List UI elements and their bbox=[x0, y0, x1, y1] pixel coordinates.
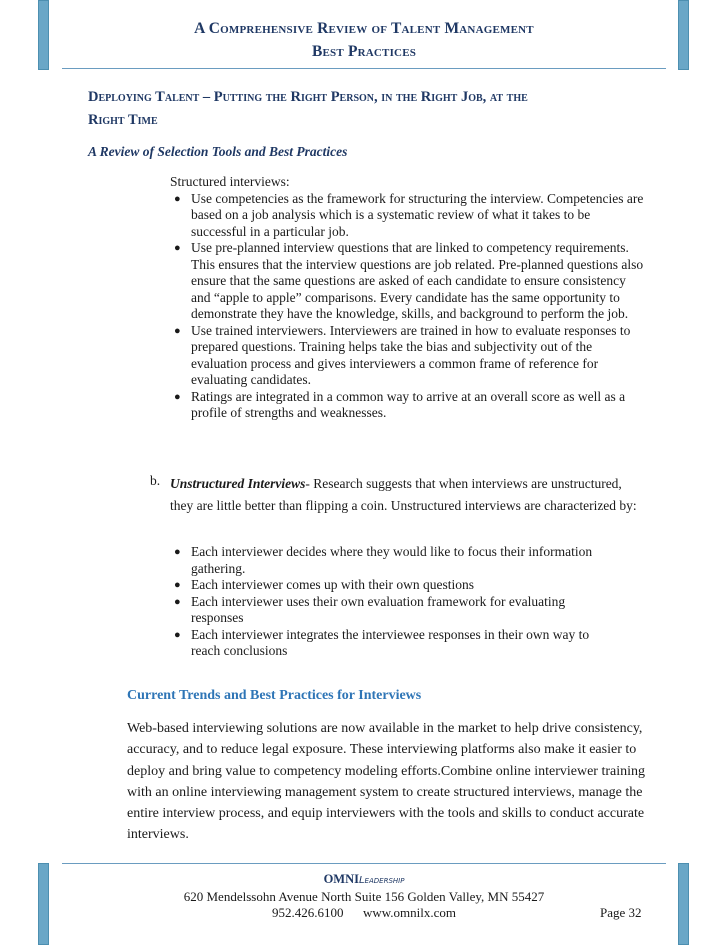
list-item: ● Use competencies as the framework for structuring the interview. Competencies are based on a job analysis which is a systematic review of what it takes to be successful in a particular job. bbox=[174, 190, 644, 239]
section-heading-line-1: Deploying Talent – Putting the Right Person, in the Right Job, at the bbox=[88, 89, 528, 105]
subsection-heading: A Review of Selection Tools and Best Practices bbox=[88, 144, 348, 159]
trends-heading: Current Trends and Best Practices for Interviews bbox=[127, 688, 422, 703]
unstructured-text: - Research suggests that when interviews are unstructured, they are little better than flipping a coin. Unstructured interviews are characterized by: bbox=[170, 476, 637, 513]
list-item: ● Ratings are integrated in a common way to arrive at an overall score as well as a profile of strengths and weaknesses. bbox=[174, 388, 626, 420]
bullet-icon: ● bbox=[174, 595, 181, 608]
bullet-icon: ● bbox=[174, 390, 181, 403]
footer-address: 620 Mendelssohn Avenue North Suite 156 Golden Valley, MN 55427 bbox=[183, 889, 545, 904]
list-item: ● Each interviewer comes up with their own questions bbox=[174, 577, 475, 592]
trends-paragraph: Web-based interviewing solutions are now available in the market to help drive consistency, accuracy, and to reduce legal exposure. These interviewing platforms also make it easier to deploy and bring value to competency modeling efforts.Combine online interviewer training with an online interviewing management system to create structured interviews, manage the entire interview process, and equip interviewers with the tools and skills to conduct accurate interviews. bbox=[127, 721, 645, 843]
unstructured-bullets-block bbox=[170, 544, 620, 660]
unstructured-label: Unstructured Interviews bbox=[170, 476, 306, 491]
unstructured-marker: b. bbox=[150, 473, 161, 488]
bullet-icon: ● bbox=[174, 628, 181, 641]
bullet-icon: ● bbox=[174, 579, 181, 591]
structured-bullet-list bbox=[170, 191, 648, 422]
bullet-icon: ● bbox=[174, 324, 181, 337]
header-rule bbox=[62, 68, 666, 69]
section-heading bbox=[88, 86, 648, 132]
bullet-icon: ● bbox=[174, 546, 181, 558]
footer-rule bbox=[62, 863, 666, 864]
structured-interviews-block bbox=[170, 174, 648, 422]
brand-leadership: Leadership bbox=[358, 875, 405, 886]
footer-phone: 952.426.6100 bbox=[271, 905, 344, 920]
section-heading-line-2: Right Time bbox=[88, 112, 158, 128]
list-item: ● Each interviewer uses their own evaluation framework for evaluating responses bbox=[174, 593, 566, 625]
footer-website[interactable]: www.omnilx.com bbox=[362, 905, 457, 920]
list-item: ● Use trained interviewers. Interviewers are trained in how to evaluate responses to prepared questions. Training helps take the bias and subjectivity out of the evaluation process and gives interviewers a common frame of reference for evaluating candidates. bbox=[174, 322, 631, 387]
list-item: ● Each interviewer integrates the interviewee responses in their own way to reach conclusions bbox=[174, 626, 590, 658]
unstructured-paragraph bbox=[170, 473, 640, 516]
brand-omni: OMNI bbox=[323, 872, 359, 886]
document-title-line-2: Best Practices bbox=[311, 43, 417, 60]
list-item: ● Use pre-planned interview questions that are linked to competency requirements. This ensures that the interview questions are job related. Pre-planned questions also ensure that the same questions are asked of each candidate to ensure consistency and “apple to apple” comparisons. Every candidate has the same opportunity to demonstrate they have the knowledge, skills, and background to perform the job. bbox=[174, 240, 644, 321]
page-number: Page 32 bbox=[600, 905, 642, 920]
bullet-icon: ● bbox=[174, 192, 181, 205]
document-title-line-1: A Comprehensive Review of Talent Management bbox=[194, 20, 534, 37]
list-item: ● Each interviewer decides where they would like to focus their information gathering. bbox=[174, 544, 593, 576]
structured-intro: Structured interviews: bbox=[170, 174, 290, 189]
unstructured-bullet-list bbox=[170, 544, 620, 660]
bullet-icon: ● bbox=[174, 242, 181, 254]
footer-brand-logo bbox=[0, 872, 728, 887]
